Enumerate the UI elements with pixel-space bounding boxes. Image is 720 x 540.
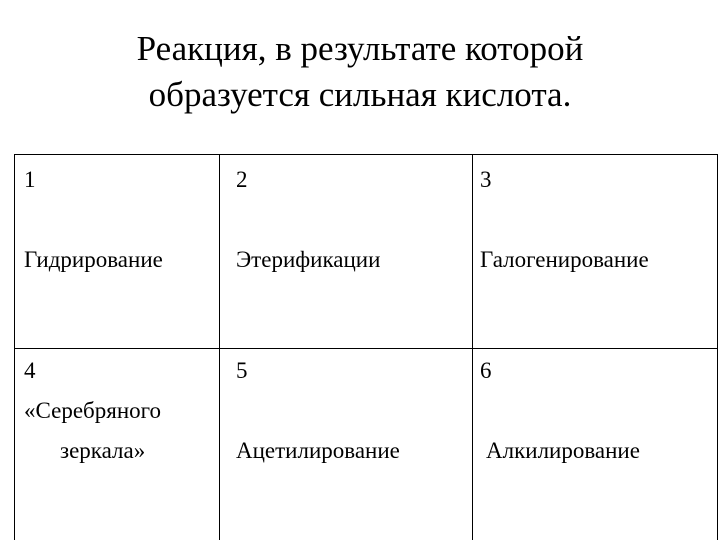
cell-4-label-line-2: зеркала» (60, 438, 146, 463)
slide-title (0, 26, 720, 118)
cell-5-label: Ацетилирование (236, 438, 400, 463)
table-divider-col-2 (472, 154, 473, 540)
table-border-top (14, 154, 718, 155)
cell-2-label: Этерификации (236, 247, 381, 272)
cell-4-label-line-1: «Серебряного (24, 398, 161, 423)
table-divider-row (14, 348, 718, 349)
cell-3-label: Галогенирование (480, 247, 649, 272)
table-divider-col-1 (219, 154, 220, 540)
cell-5-number: 5 (236, 358, 248, 383)
cell-2-number: 2 (236, 167, 248, 192)
title-line-1: Реакция, в результате которой (136, 29, 584, 68)
answer-table (14, 154, 718, 540)
cell-3-number: 3 (480, 167, 492, 192)
table-border-left (14, 154, 15, 540)
cell-4-number: 4 (24, 358, 36, 383)
cell-6-number: 6 (480, 358, 492, 383)
title-line-2: образуется сильная кислота. (148, 75, 572, 114)
cell-6-label: Алкилирование (486, 438, 640, 463)
table-border-right (717, 154, 718, 540)
cell-1-label: Гидрирование (24, 247, 163, 272)
cell-1-number: 1 (24, 167, 36, 192)
